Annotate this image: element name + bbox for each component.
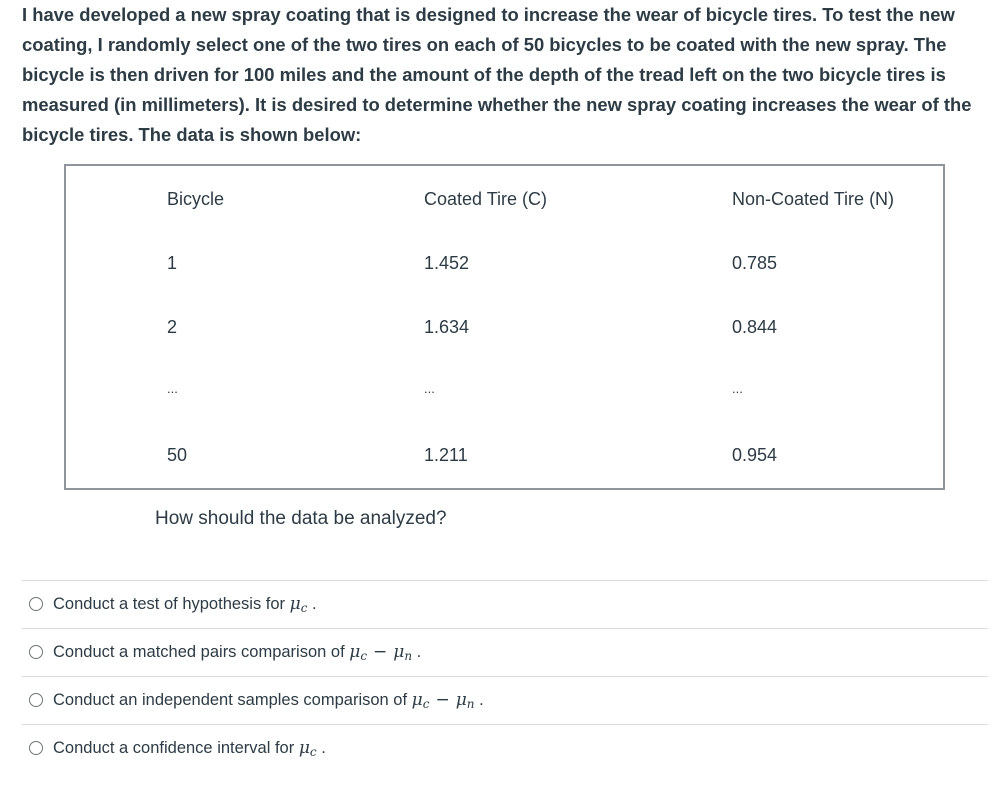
table-header-bicycle: Bicycle	[167, 189, 225, 209]
question-text: I have developed a new spray coating that is designed to increase the wear of bicycle tires. To test the new coating, I randomly select one of the two tires on each of 50 bicycles to be coated with the new spray. The bicycle is then driven for 100 miles and the amount of the depth of the tread left on the two bicycle tires is measured (in millimeters). It is desired to determine whether the new spray coating increases the wear of the bicycle tires. The data is shown below:	[22, 4, 972, 145]
answer-option-label: Conduct an independent samples comparison of $\mu_c - \mu_n$ .	[53, 690, 484, 711]
table-cell: 0.785	[732, 253, 778, 273]
answer-option-label: Conduct a test of hypothesis for $\mu_c$ .	[53, 594, 317, 615]
radio-button-unselected-icon[interactable]	[29, 693, 43, 707]
table-cell: 50	[167, 445, 188, 465]
answer-option-label: Conduct a confidence interval for $\mu_c$ .	[53, 738, 326, 759]
table-cell: 2	[167, 317, 178, 337]
answer-option-hypothesis-test[interactable]	[22, 580, 988, 628]
table-cell: 1.452	[424, 253, 470, 273]
table-cell: 0.954	[732, 445, 778, 465]
radio-button-unselected-icon[interactable]	[29, 741, 43, 755]
table-cell: ...	[167, 381, 178, 396]
table-cell: 1.211	[424, 445, 468, 465]
table-header-coated: Coated Tire (C)	[424, 189, 548, 209]
answer-option-independent-samples[interactable]	[22, 676, 988, 724]
question-prompt: How should the data be analyzed?	[155, 508, 447, 529]
answer-option-confidence-interval[interactable]	[22, 724, 988, 772]
answer-option-label: Conduct a matched pairs comparison of $\mu_c - \mu_n$ .	[53, 642, 422, 663]
radio-button-unselected-icon[interactable]	[29, 645, 43, 659]
table-cell: 1	[167, 253, 178, 273]
table-cell: ...	[732, 381, 743, 396]
table-cell: ...	[424, 381, 435, 396]
data-table	[64, 164, 945, 490]
answer-option-matched-pairs[interactable]	[22, 628, 988, 676]
table-header-non-coated: Non-Coated Tire (N)	[732, 189, 895, 209]
radio-button-unselected-icon[interactable]	[29, 597, 43, 611]
answer-options	[22, 580, 988, 772]
table-cell: 1.634	[424, 317, 470, 337]
table-cell: 0.844	[732, 317, 778, 337]
